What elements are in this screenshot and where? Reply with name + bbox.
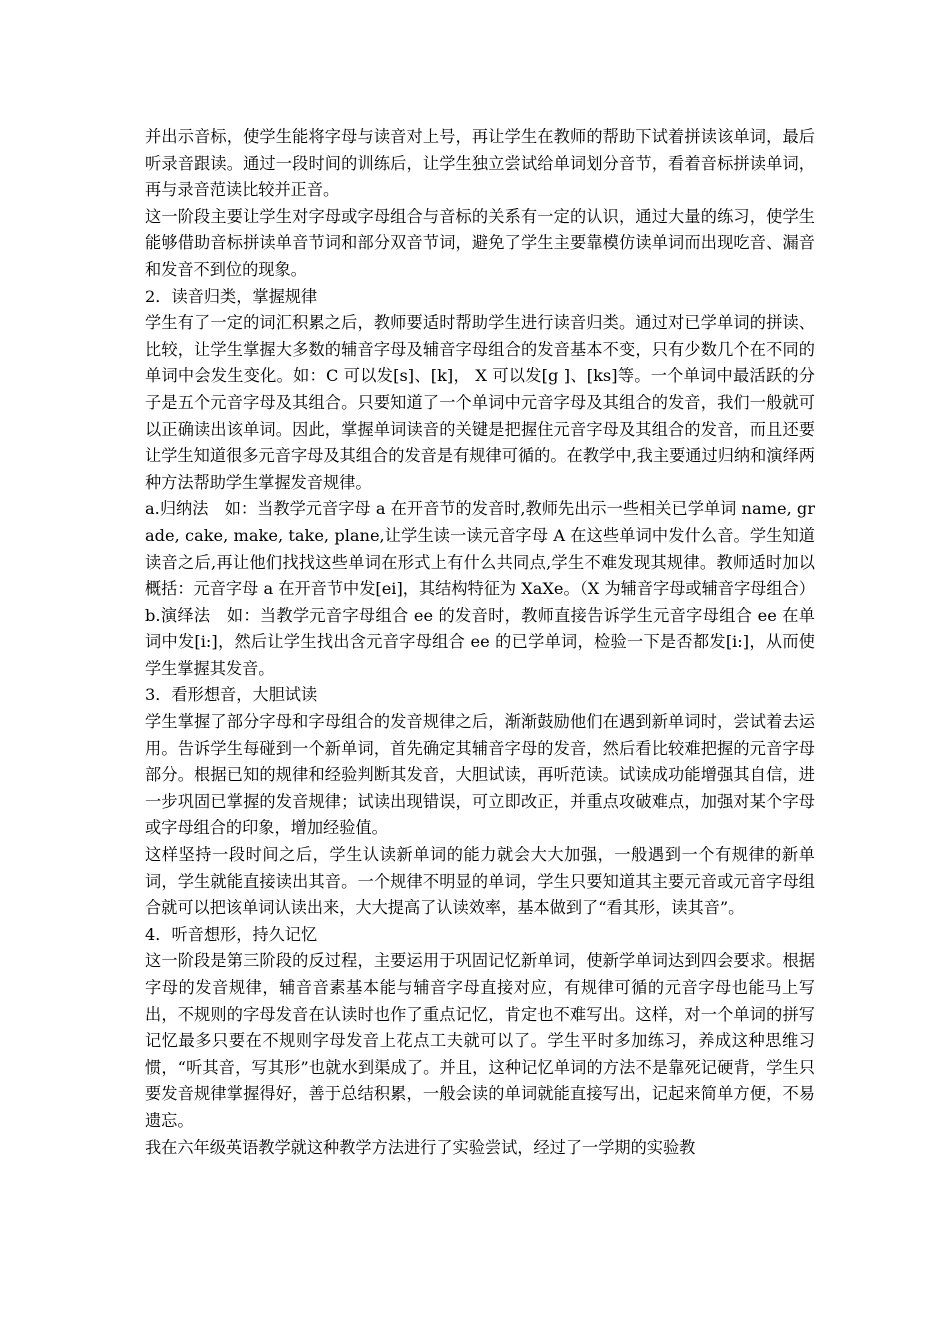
paragraph-deduction-method: b.演绎法 如：当教学元音字母组合 ee 的发音时，教师直接告诉学生元音字母组合 ee 在单词中发[i:]，然后让学生找出含元音字母组合 ee 的已学单词，检验一下是否都发[i:]，从而使学生掌握其发音。: [145, 605, 815, 678]
paragraph-continuation: 并出示音标，使学生能将字母与读音对上号，再让学生在教师的帮助下试着拼读该单词，最后听录音跟读。通过一段时间的训练后，让学生独立尝试给单词划分音节，看着音标拼读单词，再与录音范读比较并正音。: [145, 127, 815, 200]
section-heading-4: 4．听音想形，持久记忆: [145, 924, 318, 944]
paragraph-phase-summary: 这一阶段主要让学生对字母或字母组合与音标的关系有一定的认识，通过大量的练习，使学生能够借助音标拼读单音节词和部分双音节词，避免了学生主要靠模仿读单词而出现吃音、漏音和发音不到位的现象。: [145, 206, 815, 279]
paragraph-experiment: 我在六年级英语教学就这种教学方法进行了实验尝试，经过了一学期的实验教: [145, 1137, 696, 1157]
paragraph-induction-method: a.归纳法 如：当教学元音字母 a 在开音节的发音时,教师先出示一些相关已学单词 name, grade, cake, make, take, plane,让学生读一读元音字母 A 在这些单词中发什么音。学生知道读音之后,再让他们找找这些单词在形式上有什么共同点,学生不难发现其规律。教师适时加以概括：元音字母 a 在开音节中发[ei]，其结构特征为 XaXe。（X 为辅音字母或辅音字母组合）: [145, 499, 815, 599]
paragraph-pronunciation-grouping: 学生有了一定的词汇积累之后，教师要适时帮助学生进行读音归类。通过对已学单词的拼读、比较，让学生掌握大多数的辅音字母及辅音字母组合的发音基本不变，只有少数几个在不同的单词中会发生变化。如：C 可以发[s]、[k]， X 可以发[g ]、[ks]等。一个单词中最活跃的分子是五个元音字母及其组合。只要知道了一个单词中元音字母及其组合的发音，我们一般就可以正确读出该单词。因此，掌握单词读音的关键是把握住元音字母及其组合的发音，而且还要让学生知道很多元音字母及其组合的发音是有规律可循的。在教学中,我主要通过归纳和演绎两种方法帮助学生掌握发音规律。: [145, 313, 815, 492]
section-heading-2: 2．读音归类，掌握规律: [145, 286, 318, 306]
paragraph-trial-reading: 学生掌握了部分字母和字母组合的发音规律之后，渐渐鼓励他们在遇到新单词时，尝试着去运用。告诉学生每碰到一个新单词，首先确定其辅音字母的发音，然后看比较难把握的元音字母部分。根据已知的规律和经验判断其发音，大胆试读，再听范读。试读成功能增强其自信，进一步巩固已掌握的发音规律；试读出现错误，可立即改正，并重点攻破难点，加强对某个字母或字母组合的印象，增加经验值。: [145, 712, 815, 838]
paragraph-memory: 这一阶段是第三阶段的反过程，主要运用于巩固记忆新单词，使新学单词达到四会要求。根据字母的发音规律，辅音音素基本能与辅音字母直接对应，有规律可循的元音字母也能马上写出，不规则的字母发音在认读时也作了重点记忆，肯定也不难写出。这样，对一个单词的拼写记忆最多只要在不规则字母发音上花点工夫就可以了。学生平时多加练习，养成这种思维习惯，“听其音，写其形”也就水到渠成了。并且，这种记忆单词的方法不是靠死记硬背，学生只要发音规律掌握得好，善于总结积累，一般会读的单词就能直接写出，记起来简单方便，不易遗忘。: [145, 951, 815, 1130]
paragraph-reading-ability: 这样坚持一段时间之后，学生认读新单词的能力就会大大加强，一般遇到一个有规律的新单词，学生就能直接读出其音。一个规律不明显的单词，学生只要知道其主要元音或元音字母组合就可以把该单词认读出来，大大提高了认读效率，基本做到了“看其形，读其音”。: [145, 845, 815, 918]
document-page: [145, 124, 815, 1161]
section-heading-3: 3．看形想音，大胆试读: [145, 685, 318, 705]
